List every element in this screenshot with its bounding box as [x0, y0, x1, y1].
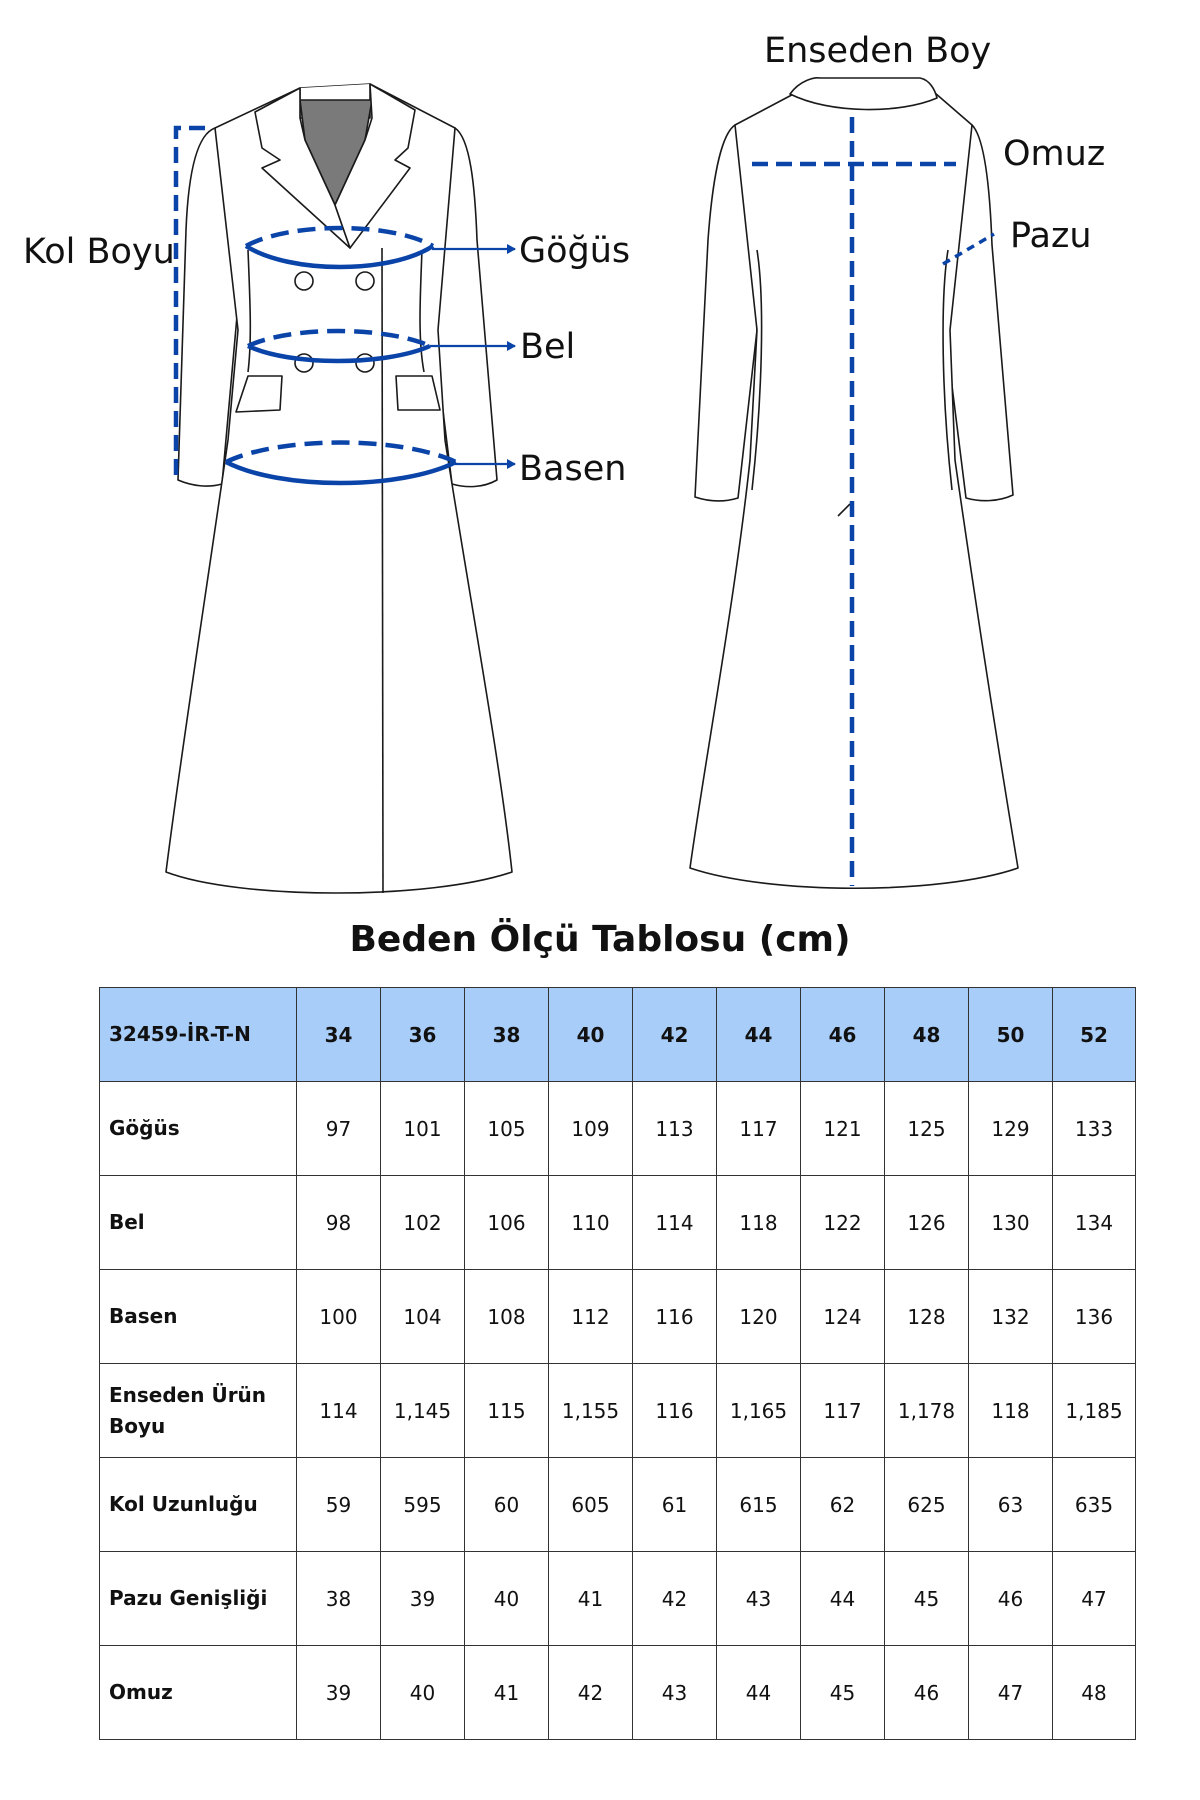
table-cell: 124 — [801, 1270, 885, 1364]
table-cell: 595 — [381, 1458, 465, 1552]
header-size: 34 — [297, 988, 381, 1082]
header-product-code: 32459-İR-T-N — [100, 988, 297, 1082]
table-cell: 118 — [969, 1364, 1053, 1458]
table-row — [100, 1364, 1136, 1458]
table-cell: 45 — [885, 1552, 969, 1646]
header-size: 38 — [465, 988, 549, 1082]
table-cell: 120 — [717, 1270, 801, 1364]
table-cell: 43 — [717, 1552, 801, 1646]
table-cell: 39 — [381, 1552, 465, 1646]
table-cell: 129 — [969, 1082, 1053, 1176]
row-measurement-label: Bel — [100, 1176, 297, 1270]
table-cell: 40 — [465, 1552, 549, 1646]
table-cell: 128 — [885, 1270, 969, 1364]
table-cell: 47 — [969, 1646, 1053, 1740]
table-cell: 101 — [381, 1082, 465, 1176]
table-cell: 132 — [969, 1270, 1053, 1364]
table-cell: 42 — [633, 1552, 717, 1646]
table-cell: 41 — [465, 1646, 549, 1740]
table-cell: 625 — [885, 1458, 969, 1552]
table-cell: 98 — [297, 1176, 381, 1270]
table-row — [100, 1270, 1136, 1364]
header-size: 36 — [381, 988, 465, 1082]
table-cell: 46 — [969, 1552, 1053, 1646]
table-cell: 104 — [381, 1270, 465, 1364]
table-cell: 46 — [885, 1646, 969, 1740]
header-size: 46 — [801, 988, 885, 1082]
table-cell: 102 — [381, 1176, 465, 1270]
header-size: 50 — [969, 988, 1053, 1082]
table-cell: 116 — [633, 1270, 717, 1364]
table-cell: 116 — [633, 1364, 717, 1458]
table-cell: 1,178 — [885, 1364, 969, 1458]
table-cell: 130 — [969, 1176, 1053, 1270]
header-size: 48 — [885, 988, 969, 1082]
label-omuz: Omuz — [1003, 134, 1106, 174]
table-cell: 115 — [465, 1364, 549, 1458]
row-measurement-label: Pazu Genişliği — [100, 1552, 297, 1646]
table-cell: 106 — [465, 1176, 549, 1270]
table-row — [100, 1082, 1136, 1176]
table-cell: 118 — [717, 1176, 801, 1270]
size-chart-table — [99, 987, 1136, 1740]
table-cell: 121 — [801, 1082, 885, 1176]
row-measurement-label: Basen — [100, 1270, 297, 1364]
table-cell: 41 — [549, 1552, 633, 1646]
header-size: 40 — [549, 988, 633, 1082]
row-measurement-label: Göğüs — [100, 1082, 297, 1176]
table-cell: 39 — [297, 1646, 381, 1740]
table-cell: 133 — [1053, 1082, 1136, 1176]
table-cell: 125 — [885, 1082, 969, 1176]
table-cell: 44 — [717, 1646, 801, 1740]
row-measurement-label: Enseden Ürün Boyu — [100, 1364, 297, 1458]
table-row — [100, 1552, 1136, 1646]
label-bel: Bel — [520, 327, 576, 367]
table-cell: 44 — [801, 1552, 885, 1646]
table-cell: 109 — [549, 1082, 633, 1176]
table-cell: 134 — [1053, 1176, 1136, 1270]
table-cell: 605 — [549, 1458, 633, 1552]
table-cell: 1,185 — [1053, 1364, 1136, 1458]
table-cell: 63 — [969, 1458, 1053, 1552]
row-measurement-label: Kol Uzunluğu — [100, 1458, 297, 1552]
table-cell: 100 — [297, 1270, 381, 1364]
table-cell: 1,145 — [381, 1364, 465, 1458]
table-cell: 59 — [297, 1458, 381, 1552]
coat-front-illustration — [166, 84, 512, 893]
table-cell: 136 — [1053, 1270, 1136, 1364]
label-basen: Basen — [519, 449, 627, 489]
table-cell: 117 — [717, 1082, 801, 1176]
table-cell: 38 — [297, 1552, 381, 1646]
table-row — [100, 1176, 1136, 1270]
table-cell: 122 — [801, 1176, 885, 1270]
table-cell: 112 — [549, 1270, 633, 1364]
table-cell: 126 — [885, 1176, 969, 1270]
table-cell: 1,165 — [717, 1364, 801, 1458]
label-gogus: Göğüs — [519, 231, 631, 271]
table-row — [100, 1646, 1136, 1740]
label-kol-boyu: Kol Boyu — [23, 232, 175, 272]
header-size: 42 — [633, 988, 717, 1082]
label-enseden-boy: Enseden Boy — [764, 31, 992, 71]
table-cell: 117 — [801, 1364, 885, 1458]
table-cell: 45 — [801, 1646, 885, 1740]
table-cell: 635 — [1053, 1458, 1136, 1552]
table-cell: 108 — [465, 1270, 549, 1364]
row-measurement-label: Omuz — [100, 1646, 297, 1740]
table-cell: 48 — [1053, 1646, 1136, 1740]
table-header-row — [100, 988, 1136, 1082]
header-size: 52 — [1053, 988, 1136, 1082]
table-row — [100, 1458, 1136, 1552]
table-cell: 110 — [549, 1176, 633, 1270]
table-cell: 114 — [297, 1364, 381, 1458]
table-cell: 47 — [1053, 1552, 1136, 1646]
table-cell: 62 — [801, 1458, 885, 1552]
table-cell: 105 — [465, 1082, 549, 1176]
table-cell: 615 — [717, 1458, 801, 1552]
table-cell: 97 — [297, 1082, 381, 1176]
table-cell: 61 — [633, 1458, 717, 1552]
table-cell: 42 — [549, 1646, 633, 1740]
label-pazu: Pazu — [1010, 216, 1092, 256]
table-cell: 113 — [633, 1082, 717, 1176]
table-cell: 40 — [381, 1646, 465, 1740]
table-cell: 43 — [633, 1646, 717, 1740]
size-table-title: Beden Ölçü Tablosu (cm) — [349, 919, 851, 960]
table-cell: 114 — [633, 1176, 717, 1270]
header-size: 44 — [717, 988, 801, 1082]
table-cell: 1,155 — [549, 1364, 633, 1458]
table-cell: 60 — [465, 1458, 549, 1552]
